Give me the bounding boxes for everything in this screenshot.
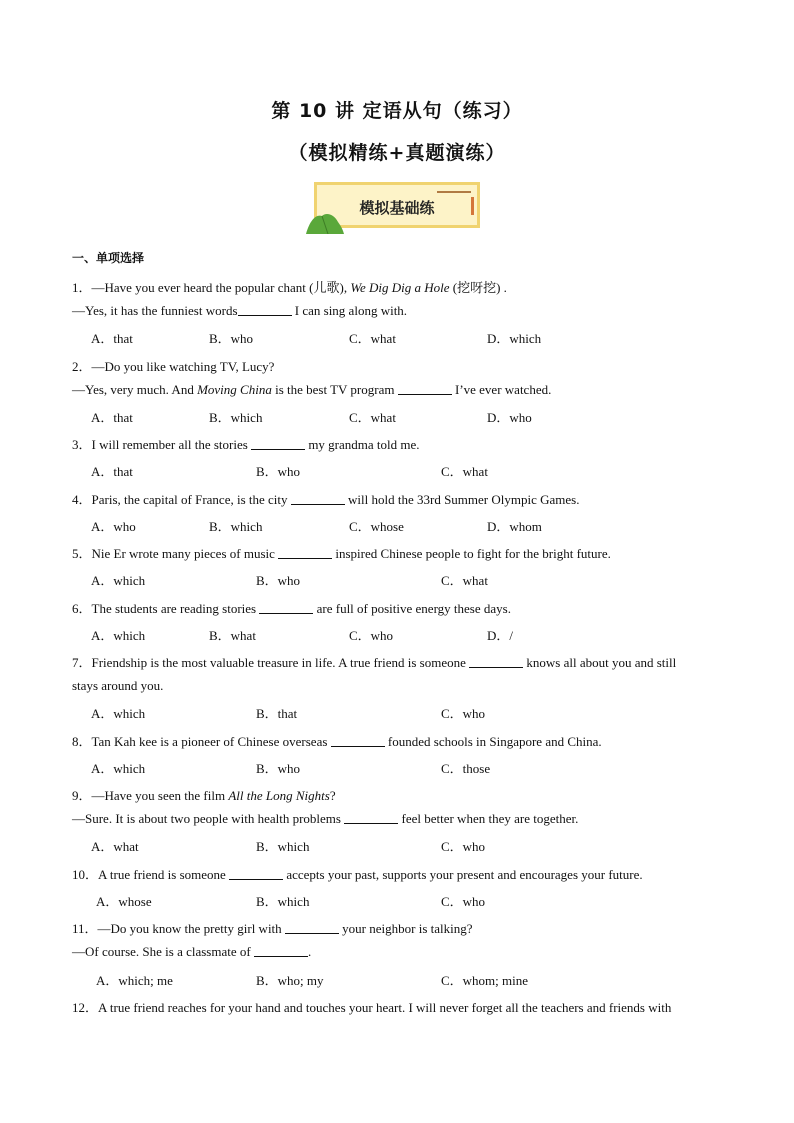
question-7	[72, 652, 676, 671]
q4-option-c: C．whose	[349, 519, 404, 534]
answer-blank	[278, 546, 332, 559]
q9-option-c: C．who	[441, 839, 486, 854]
q4-option-a: A．who	[91, 519, 136, 534]
q5-option-a: A．which	[91, 573, 146, 588]
q9-option-a: A．what	[91, 839, 139, 854]
question-11	[72, 918, 473, 937]
question-9-reply	[72, 811, 578, 827]
page-subtitle: （模拟精练+真题演练）	[288, 142, 506, 164]
question-7-continued: stays around you.	[72, 678, 164, 693]
question-12: 12．A true friend reaches for your hand and touches your heart. I will never forget all the teachers and friends with	[72, 1000, 672, 1015]
q2-option-c: C．what	[349, 410, 396, 425]
q7-option-a: A．which	[91, 706, 146, 721]
hill-icon	[306, 210, 346, 234]
q1-text: 1．—Have you ever heard the popular chant (儿歌),	[72, 280, 351, 295]
q6-option-c: C．who	[349, 628, 394, 643]
q1-text-end: (挖呀挖) .	[449, 280, 507, 295]
answer-blank	[254, 944, 308, 957]
answer-blank	[238, 303, 292, 316]
q8-text: 8．Tan Kah kee is a pioneer of Chinese overseas	[72, 734, 331, 749]
q1-option-b: B．who	[209, 331, 254, 346]
q2-reply-end: I’ve ever watched.	[451, 382, 552, 397]
q9-title: All the Long Nights	[228, 788, 330, 803]
q9-reply-text: —Sure. It is about two people with health problems	[72, 811, 345, 826]
answer-blank	[251, 437, 305, 450]
q5-text: 5．Nie Er wrote many pieces of music	[72, 546, 279, 561]
q10-text-end: accepts your past, supports your present and encourages your future.	[283, 867, 643, 882]
q5-option-b: B．who	[256, 573, 301, 588]
q2-reply-mid: is the best TV program	[271, 382, 398, 397]
q3-text: 3．I will remember all the stories	[72, 437, 252, 452]
q5-option-c: C．what	[441, 573, 488, 588]
question-8	[72, 731, 602, 750]
question-3	[72, 434, 420, 453]
answer-blank	[259, 601, 313, 614]
answer-blank	[229, 867, 283, 880]
q11-reply-text: —Of course. She is a classmate of	[72, 944, 254, 959]
q1-reply-text: —Yes, it has the funniest words	[72, 303, 238, 318]
q1-option-c: C．what	[349, 331, 396, 346]
q8-option-a: A．which	[91, 761, 146, 776]
q7-option-c: C．who	[441, 706, 486, 721]
badge-decoration-line	[437, 191, 471, 193]
question-6	[72, 598, 511, 617]
q11-option-c: C．whom; mine	[441, 973, 529, 988]
question-9	[72, 785, 336, 804]
q11-option-b: B．who; my	[256, 973, 324, 988]
answer-blank	[344, 811, 398, 824]
q1-reply-end: I can sing along with.	[291, 303, 408, 318]
answer-blank	[331, 734, 385, 747]
answer-blank	[469, 655, 523, 668]
q10-option-a: A．whose	[96, 894, 152, 909]
q7-text: 7．Friendship is the most valuable treasure in life. A true friend is someone	[72, 655, 470, 670]
q9-reply-end: feel better when they are together.	[398, 811, 579, 826]
q9-text-end: ?	[329, 788, 336, 803]
answer-blank	[398, 382, 452, 395]
answer-blank	[285, 921, 339, 934]
question-2-reply	[72, 382, 551, 398]
question-4	[72, 489, 579, 508]
q6-option-a: A．which	[91, 628, 146, 643]
q4-text: 4．Paris, the capital of France, is the city	[72, 492, 291, 507]
q3-option-a: A．that	[91, 464, 133, 479]
question-1	[72, 277, 507, 296]
q7-option-b: B．that	[256, 706, 298, 721]
q3-text-end: my grandma told me.	[305, 437, 420, 452]
q2-option-d: D．who	[487, 410, 532, 425]
q4-option-d: D．whom	[487, 519, 542, 534]
answer-blank	[291, 492, 345, 505]
q3-option-c: C．what	[441, 464, 488, 479]
q7-text-end: knows all about you and still	[523, 655, 677, 670]
q6-text: 6．The students are reading stories	[72, 601, 260, 616]
q5-text-end: inspired Chinese people to fight for the bright future.	[332, 546, 611, 561]
q6-option-d: D．/	[487, 628, 514, 643]
q11-reply-end: .	[307, 944, 312, 959]
q8-text-end: founded schools in Singapore and China.	[384, 734, 602, 749]
q4-option-b: B．which	[209, 519, 263, 534]
q11-text: 11．—Do you know the pretty girl with	[72, 921, 285, 936]
q1-option-a: A．that	[91, 331, 133, 346]
q8-option-b: B．who	[256, 761, 301, 776]
q4-text-end: will hold the 33rd Summer Olympic Games.	[344, 492, 580, 507]
question-2: 2．—Do you like watching TV, Lucy?	[72, 359, 275, 374]
q1-option-d: D．which	[487, 331, 542, 346]
badge-label: 模拟基础练	[359, 199, 435, 217]
q6-text-end: are full of positive energy these days.	[313, 601, 511, 616]
section-heading: 一、单项选择	[72, 251, 145, 265]
q1-title: We Dig Dig a Hole	[350, 280, 450, 295]
q2-reply-text: —Yes, very much. And	[72, 382, 198, 397]
q2-option-a: A．that	[91, 410, 133, 425]
question-1-reply	[72, 303, 407, 319]
q3-option-b: B．who	[256, 464, 301, 479]
q10-option-b: B．which	[256, 894, 310, 909]
q8-option-c: C．those	[441, 761, 491, 776]
q10-text: 10．A true friend is someone	[72, 867, 230, 882]
q10-option-c: C．who	[441, 894, 486, 909]
q9-option-b: B．which	[256, 839, 310, 854]
q11-text-end: your neighbor is talking?	[338, 921, 473, 936]
question-10	[72, 864, 643, 883]
q9-text: 9．—Have you seen the film	[72, 788, 229, 803]
q2-title: Moving China	[197, 382, 272, 397]
page-title: 第 10 讲 定语从句（练习）	[271, 100, 523, 122]
q6-option-b: B．what	[209, 628, 256, 643]
q2-option-b: B．which	[209, 410, 263, 425]
question-11-reply	[72, 944, 311, 960]
question-5	[72, 543, 611, 562]
q11-option-a: A．which; me	[96, 973, 173, 988]
